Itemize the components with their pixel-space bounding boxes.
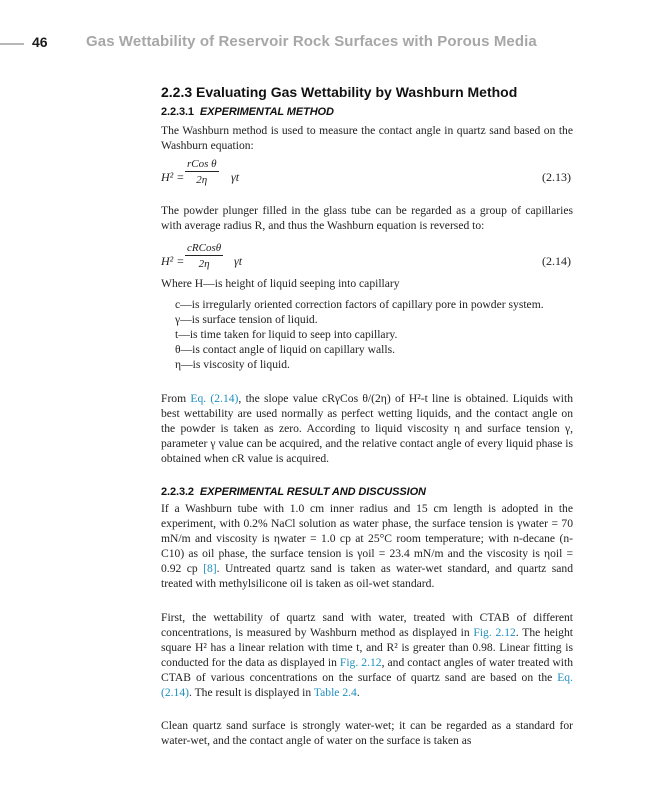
equation-fraction — [185, 242, 223, 270]
definition-c: c—is irregularly oriented correction factors of capillary pore in powder system. — [175, 298, 544, 311]
equation-label: (2.14) — [542, 254, 571, 268]
paragraph-slope — [161, 391, 573, 466]
text-run: From — [161, 392, 191, 405]
text-run: . — [356, 686, 360, 699]
paragraph-plunger: The powder plunger filled in the glass tube can be regarded as a group of capillaries with average radius R, and thus the Washburn equation is reversed to: — [161, 204, 573, 232]
equation-rhs: γt — [234, 254, 243, 268]
equation-2-13 — [161, 158, 573, 194]
subsection-number: 2.2.3.1 — [161, 106, 194, 118]
text-run: If a Washburn tube with 1.0 cm inner radius and 15 cm length is adopted in the experiment, with 0.2% NaCl solution as water phase, the surface tension is γwater = 70 mN/m and viscosity is ηwater = 1.0 cp at 25°C room temperature; with n-decane (n-C10) as oil phase, the surface tension is γoil = 23.4 mN/m and the viscosity is ηoil = 0.92 cp — [161, 502, 573, 575]
equation-link[interactable]: Eq. (2.14) — [161, 671, 573, 699]
section-heading: 2.2.3 Evaluating Gas Wettability by Washburn Method — [161, 84, 518, 100]
subsection-heading-method — [161, 106, 334, 118]
subsection-heading-results — [161, 486, 426, 498]
figure-link[interactable]: Fig. 2.12 — [339, 656, 382, 669]
definition-theta: θ—is contact angle of liquid on capillary walls. — [175, 343, 395, 356]
equation-numerator: cRCosθ — [187, 242, 222, 254]
page-number: 46 — [32, 34, 48, 50]
equation-denominator: 2η — [198, 258, 210, 270]
paragraph-ctab-results — [161, 610, 573, 700]
subsection-number: 2.2.3.2 — [161, 486, 194, 498]
text-run: . The height square H² has a linear relation with time t, and R² is greater than 0.98. Linear fitting is conducted for the data as displayed in — [161, 626, 573, 669]
where-clause: Where H—is height of liquid seeping into capillary — [161, 277, 400, 290]
equation-fraction — [185, 158, 219, 186]
text-run: , and contact angles of water treated with CTAB of various concentrations on the surface of quartz sand are based on the — [161, 656, 573, 684]
text-run: . The result is displayed in — [189, 686, 314, 699]
text-run: . Untreated quartz sand is taken as water-wet standard, and quartz sand treated with methylsilicone oil is taken as oil-wet standard. — [161, 562, 574, 590]
equation-2-14 — [161, 242, 573, 278]
equation-label: (2.13) — [542, 170, 571, 184]
table-link[interactable]: Table 2.4 — [313, 686, 357, 699]
text-run: First, the wettability of quartz sand with water, treated with CTAB of different concentrations, is measured by Washburn method as displayed in — [161, 611, 573, 639]
equation-numerator: rCos θ — [187, 158, 217, 170]
equation-lhs: H² = — [161, 254, 185, 268]
figure-link[interactable]: Fig. 2.12 — [473, 626, 516, 639]
variable-definitions — [175, 297, 573, 372]
running-title: Gas Wettability of Reservoir Rock Surfaces with Porous Media — [86, 33, 537, 50]
equation-link[interactable]: Eq. (2.14) — [190, 392, 239, 405]
equation-lhs: H² = — [161, 170, 185, 184]
reference-link[interactable]: [8] — [203, 562, 217, 575]
paragraph-clean-quartz: Clean quartz sand surface is strongly water-wet; it can be regarded as a standard for water-wet, and the contact angle of water on the surface is taken as — [161, 719, 573, 747]
definition-t: t—is time taken for liquid to seep into capillary. — [175, 328, 398, 341]
definition-eta: η—is viscosity of liquid. — [175, 358, 290, 371]
subsection-title: EXPERIMENTAL METHOD — [199, 106, 334, 118]
paragraph-intro: The Washburn method is used to measure the contact angle in quartz sand based on the Washburn equation: — [161, 124, 573, 152]
header-rule — [0, 43, 24, 45]
definition-gamma: γ—is surface tension of liquid. — [175, 313, 318, 326]
equation-denominator: 2η — [196, 174, 208, 186]
subsection-title: EXPERIMENTAL RESULT AND DISCUSSION — [199, 486, 426, 498]
text-run: , the slope value cRγCos θ/(2η) of H²-t line is obtained. Liquids with best wettability are used normally as perfect wetting liquids, and the contact angle on the powder is taken as zero. According to liquid viscosity η and surface tension γ, parameter γ value can be acquired, and the relative contact angle of every liquid phase is obtained when cR value is acquired. — [161, 392, 574, 465]
paragraph-experiment-setup — [161, 501, 573, 591]
equation-rhs: γt — [231, 170, 240, 184]
